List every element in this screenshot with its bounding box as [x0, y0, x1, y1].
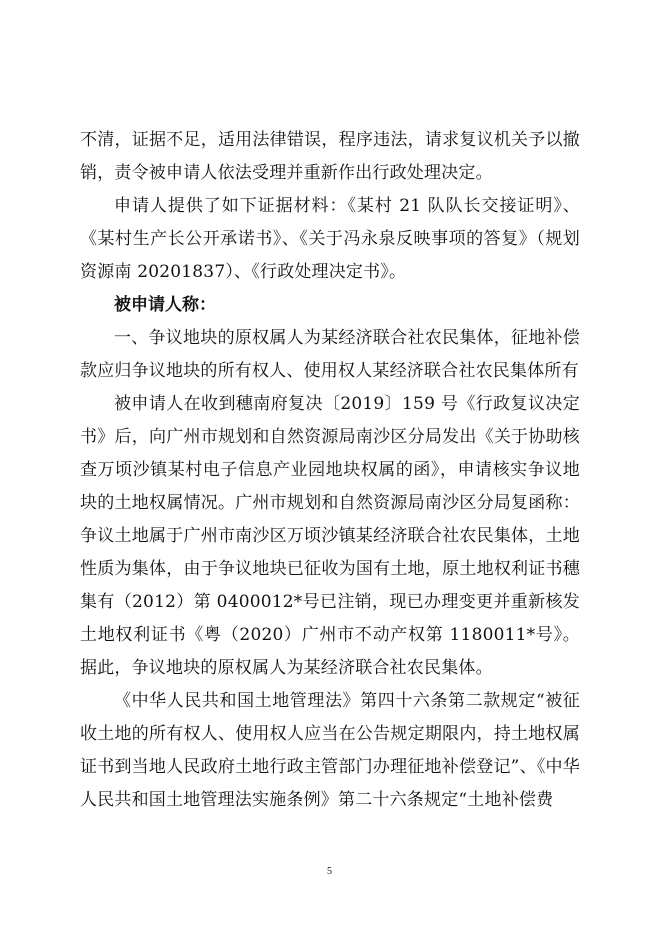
paragraph-verification: 被申请人在收到穗南府复决〔2019〕159 号《行政复议决定书》后，向广州市规划和自然资源局南沙区分局发出《关于协助核查万顷沙镇某村电子信息产业园地块权属的函》，申请核实争议地块的土地权属情况。广州市规划和自然资源局南沙区分局复函称：争议土地属于广州市南沙区万顷沙镇某经济联合社农民集体，土地性质为集体，由于争议地块已征收为国有土地，原土地权利证书穗集有（2012）第 0400012*号已注销，现已办理变更并重新核发土地权利证书《粤（2020）广州市不动产权第 1180011*号》。据此，争议地块的原权属人为某经济联合社农民集体。 — [80, 394, 580, 678]
document-body — [80, 124, 580, 817]
paragraph-point-one: 一、争议地块的原权属人为某经济联合社农民集体，征地补偿款应归争议地块的所有权人、使用权人某经济联合社农民集体所有 — [80, 328, 580, 381]
paragraph-evidence-materials: 申请人提供了如下证据材料：《某村 21 队队长交接证明》、《某村生产长公开承诺书》、《关于冯永泉反映事项的答复》（规划资源南 20201837）、《行政处理决定书》。 — [80, 196, 580, 282]
section-heading-respondent: 被申请人称： — [114, 295, 216, 315]
paragraph-request-conclusion: 不清，证据不足，适用法律错误，程序违法，请求复议机关予以撤销，责令被申请人依法受理并重新作出行政处理决定。 — [80, 130, 580, 183]
page-number: 5 — [327, 866, 332, 877]
paragraph-legal-basis: 《中华人民共和国土地管理法》第四十六条第二款规定“被征收土地的所有权人、使用权人应当在公告规定期限内，持土地权属证书到当地人民政府土地行政主管部门办理征地补偿登记”、《中华人民共和国土地管理法实施条例》第二十六条规定“土地补偿费 — [80, 691, 580, 810]
